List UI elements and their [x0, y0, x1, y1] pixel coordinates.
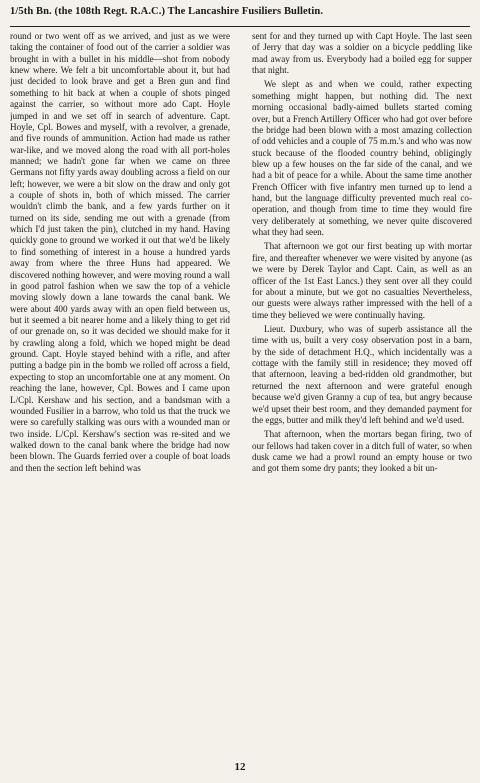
right-paragraph-2: We slept as and when we could, rather expecting something might happen, but nothing did. The next morning occasional badly-aimed bullets started coming over, but a French Artillery Officer who had got over before the bridge had been blown with a most amazing collection of odd vehicles and a couple of 75 m.m.'s and who was now stuck because of the flooded country behind, obligingly blew up a few houses on the far side of the canal, and we had a bit of peace for a while. About the same time another French Officer with five infantry men turned up to lend a hand, but the language difficulty prevented much real co-operation, and though from time to time they would fire very deliberately at something, we never quite discovered what they had seen.	[252, 79, 472, 238]
page-number: 12	[234, 761, 246, 773]
right-column	[252, 31, 472, 756]
running-header: 1/5th Bn. (the 108th Regt. R.A.C.) The Lancashire Fusiliers Bulletin.	[10, 6, 324, 17]
left-paragraph-1: round or two went off as we arrived, and just as we were taking the container of food out of the carrier a soldier was brought in with a bullet in his middle—shot from nobody knew where. We felt a bit uncomfortable about it, but had just decided to look brave and get a Bren gun and find something to hit back at when a couple of shots pinged against the carrier, so without more ado Capt. Hoyle jumped in and we set off in search of adventure. Capt. Hoyle, Cpl. Bowes and myself, with a revolver, a grenade, and five rounds of ammunition. Action had made us rather war-like, and we moved along the road with all port-holes manned; we hadn't gone far when we came on three Germans not fifty yards away doubling across a field on our left; however, we were a bit slow on the draw and only got a couple of shots in, both of which missed. The carrier wouldn't climb the bank, and a few yards further on it turned on its side, sending me out with a grenade (from which I'd just taken the pin), clutched in my hand. Having quickly gone to ground we worked it out that we'd be likely to find something of interest in a house a hundred yards away from where the three Huns had appeared. We discovered nothing however, and were moving round a wall in good patrol fashion when we saw the top of a vehicle moving slowly down a lane towards the canal bank. We were about 400 yards away with an open field between us, but it seemed a bit nearer home and a likely thing to get rid of our grenade on, so it was decided we should make for it by crawling along a fold, which we hoped might be dead ground. Capt. Hoyle stayed behind with a rifle, and after putting a badge pin in the bomb we rolled off across a field, expecting to stop an uncomfortable one at any moment. On reaching the lane, however, Cpl. Bowes and I came upon L/Cpl. Kershaw and his section, and a bandsman with a wounded Fusilier in a barrow, who told us that the truck we were so carefully stalking was ours with a wounded man or two inside. L/Cpl. Kershaw's section was re-sited and we walked down to the canal bank where the bridge had now been blown. The Guards ferried over a couple of boat loads and then the section left behind was	[10, 31, 230, 473]
header-rule	[10, 26, 470, 27]
right-paragraph-1: sent for and they turned up with Capt Hoyle. The last seen of Jerry that day was a soldier on a bicycle peddling like mad away from us. Everybody had a boiled egg for supper that night.	[252, 31, 472, 76]
right-paragraph-3: That afternoon we got our first beating up with mortar fire, and thereafter whenever we were visited by anyone (as we were by Derek Taylor and Capt. Cain, as well as an officer of the 1st East Lancs.) they sent over all they could for about a minute, but we got no casualties Nevertheless, our guests were always rather impressed with the hell of a time they believed we were continually having.	[252, 241, 472, 320]
left-column	[10, 31, 230, 756]
right-paragraph-4: Lieut. Duxbury, who was of superb assistance all the time with us, built a very cosy observation post in a barn, by the side of detachment H.Q., which incidentally was a cottage with the family still in residence; they moved off that afternoon, leaving a bed-ridden old grandmother, but returned the next afternoon and were grateful enough because we'd given Granny a cup of tea, but angry because we'd upset their best room, and they demanded payment for the eggs, butter and milk they'd left behind and we'd used.	[252, 323, 472, 425]
right-paragraph-5: That afternoon, when the mortars began firing, two of our fellows had taken cover in a ditch full of water, so when dusk came we had a prowl round an empty house or two and got them some dry pants; they looked a bit un-	[252, 429, 472, 474]
